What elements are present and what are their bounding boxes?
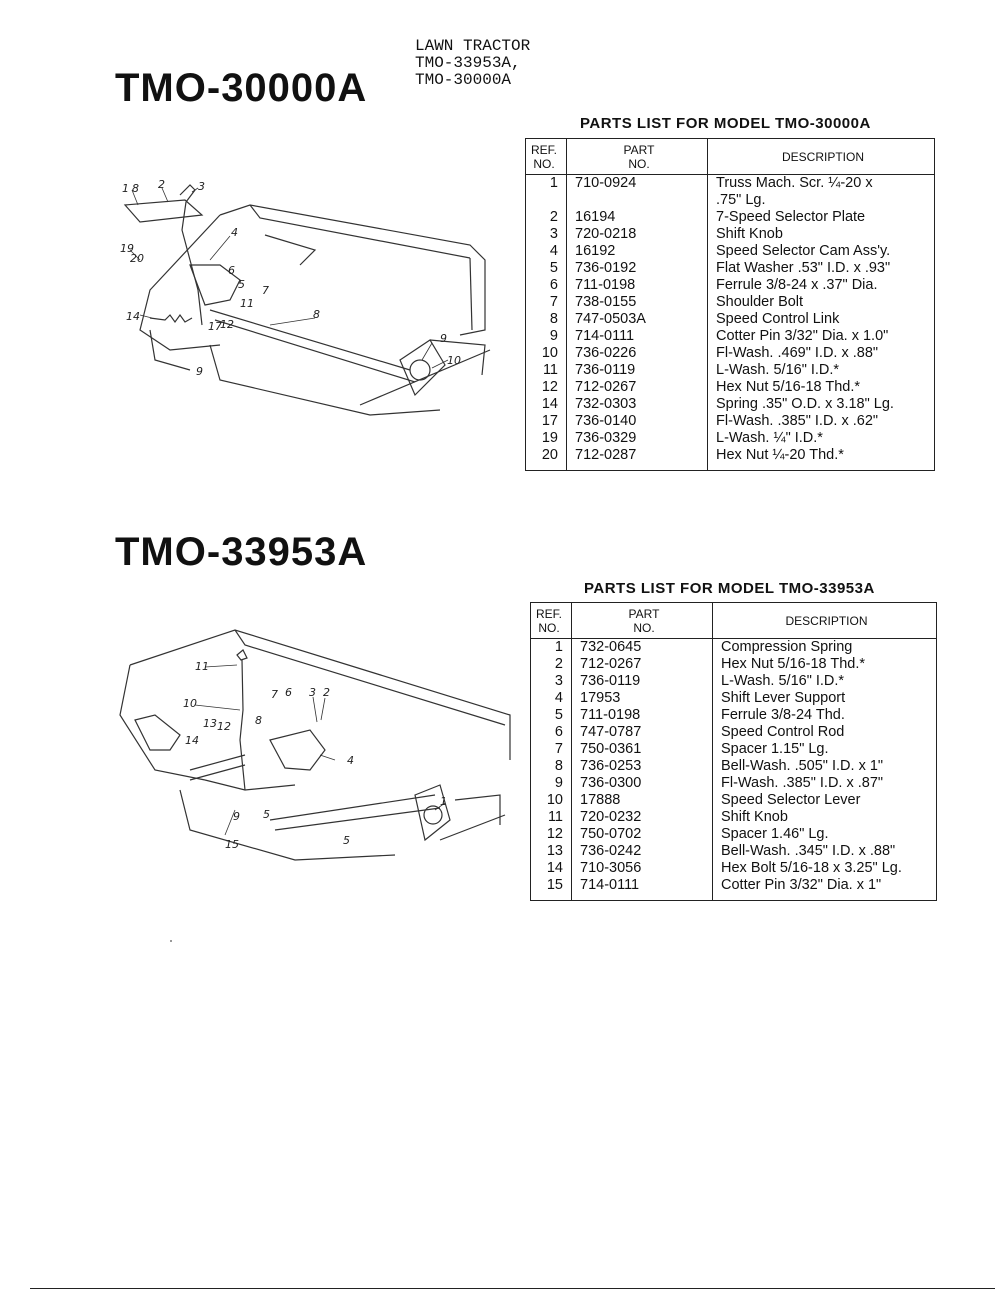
- part-number-cell: 720-0232: [572, 809, 713, 826]
- svg-text:11: 11: [195, 660, 209, 673]
- table-row: [526, 447, 935, 464]
- part-number-cell: 714-0111: [572, 877, 713, 894]
- col-header-part-line1: PART: [628, 606, 660, 621]
- table-row: [526, 328, 935, 345]
- footer-rule: [30, 1288, 995, 1289]
- parts-list-title-1: PARTS LIST FOR MODEL TMO-30000A: [580, 115, 871, 132]
- svg-text:11: 11: [240, 297, 254, 310]
- description-cell: Spring .35" O.D. x 3.18" Lg.: [716, 396, 894, 412]
- ref-cell: 19: [526, 430, 567, 447]
- part-number-cell: 710-0924: [567, 175, 708, 193]
- part-number-cell: 750-0702: [572, 826, 713, 843]
- part-number-cell: 732-0645: [572, 639, 713, 657]
- col-header-ref-line1: REF.: [530, 142, 557, 157]
- description-cell: Cotter Pin 3/32" Dia. x 1": [721, 877, 882, 893]
- table-row: [531, 877, 937, 894]
- description-cell: Fl-Wash. .385" I.D. x .87": [721, 775, 884, 791]
- part-number-cell: 714-0111: [567, 328, 708, 345]
- col-header-part: [572, 603, 713, 639]
- description-cell: Speed Control Rod: [721, 724, 845, 740]
- table-spacer-row: [531, 894, 937, 901]
- table-row: [531, 792, 937, 809]
- col-header-ref-line1: REF.: [535, 606, 562, 621]
- description-cell: Bell-Wash. .505" I.D. x 1": [721, 758, 884, 774]
- description-cell: Truss Mach. Scr. ¼-20 x: [716, 175, 873, 191]
- part-number-cell: 736-0119: [567, 362, 708, 379]
- ref-cell: 7: [526, 294, 567, 311]
- ref-cell: 5: [531, 707, 572, 724]
- col-header-desc: DESCRIPTION: [713, 603, 937, 639]
- model-title-tmo-33953a: TMO-33953A: [115, 530, 368, 574]
- table-spacer-row: [526, 464, 935, 471]
- svg-text:6: 6: [285, 686, 292, 699]
- part-number-cell: 710-3056: [572, 860, 713, 877]
- description-cell: L-Wash. ¼" I.D.*: [716, 430, 823, 446]
- ref-cell: 4: [531, 690, 572, 707]
- header-line-1: LAWN TRACTOR: [415, 37, 531, 55]
- table-row: [531, 826, 937, 843]
- description-cell: Spacer 1.15" Lg.: [721, 741, 829, 757]
- ref-cell: 15: [531, 877, 572, 894]
- description-cell: Hex Nut ¼-20 Thd.*: [716, 447, 844, 463]
- svg-text:1: 1: [122, 182, 129, 195]
- description-cell: Hex Nut 5/16-18 Thd.*: [716, 379, 861, 395]
- ref-cell: 10: [526, 345, 567, 362]
- description-cell: Speed Control Link: [716, 311, 840, 327]
- col-header-desc: DESCRIPTION: [708, 139, 935, 175]
- part-number-cell: 736-0253: [572, 758, 713, 775]
- part-number-cell: 17888: [572, 792, 713, 809]
- col-header-part-line2: NO.: [628, 156, 650, 171]
- ref-cell: 8: [531, 758, 572, 775]
- table-row: [531, 860, 937, 877]
- description-cell: Hex Bolt 5/16-18 x 3.25" Lg.: [721, 860, 902, 876]
- ref-cell: 12: [531, 826, 572, 843]
- part-number-cell: 736-0300: [572, 775, 713, 792]
- stray-mark: [170, 940, 172, 942]
- description-cell: .75" Lg.: [716, 192, 766, 208]
- ref-cell: 13: [531, 843, 572, 860]
- description-cell: Hex Nut 5/16-18 Thd.*: [721, 656, 866, 672]
- table-row: [531, 741, 937, 758]
- part-number-cell: 736-0226: [567, 345, 708, 362]
- part-number-cell: 712-0267: [572, 656, 713, 673]
- svg-text:17: 17: [208, 320, 222, 333]
- part-number-cell: 736-0119: [572, 673, 713, 690]
- svg-text:5: 5: [263, 808, 270, 821]
- svg-text:8: 8: [132, 182, 139, 195]
- description-cell: Cotter Pin 3/32" Dia. x 1.0": [716, 328, 889, 344]
- part-number-cell: 711-0198: [572, 707, 713, 724]
- exploded-diagram-tmo-33953a: [95, 620, 525, 870]
- header-line-2: TMO-33953A,: [415, 54, 521, 72]
- description-cell: Fl-Wash. .469" I.D. x .88": [716, 345, 879, 361]
- col-header-part-line2: NO.: [633, 620, 655, 635]
- ref-cell: 1: [531, 639, 572, 657]
- col-header-part: [567, 139, 708, 175]
- part-number-cell: 720-0218: [567, 226, 708, 243]
- ref-cell: 2: [526, 209, 567, 226]
- description-cell: Shift Lever Support: [721, 690, 846, 706]
- part-number-cell: 711-0198: [567, 277, 708, 294]
- description-cell: Spacer 1.46" Lg.: [721, 826, 829, 842]
- table-row: [526, 192, 935, 209]
- svg-text:9: 9: [196, 365, 203, 378]
- svg-text:12: 12: [217, 720, 231, 733]
- part-number-cell: 750-0361: [572, 741, 713, 758]
- svg-text:10: 10: [447, 354, 461, 367]
- part-number-cell: 736-0329: [567, 430, 708, 447]
- table-row: [526, 379, 935, 396]
- table-row: [531, 724, 937, 741]
- ref-cell: 20: [526, 447, 567, 464]
- description-cell: L-Wash. 5/16" I.D.*: [716, 362, 840, 378]
- header-line-3: TMO-30000A: [415, 71, 512, 89]
- part-number-cell: 736-0140: [567, 413, 708, 430]
- ref-cell: 14: [531, 860, 572, 877]
- ref-cell: [526, 192, 567, 209]
- table-row: [531, 673, 937, 690]
- table-row: [526, 362, 935, 379]
- table-row: [526, 396, 935, 413]
- table-row: [531, 809, 937, 826]
- ref-cell: 6: [526, 277, 567, 294]
- col-header-ref-line2: NO.: [538, 620, 560, 635]
- description-cell: 7-Speed Selector Plate: [716, 209, 866, 225]
- description-cell: Flat Washer .53" I.D. x .93": [716, 260, 891, 276]
- table-row: [526, 311, 935, 328]
- table-row: [526, 243, 935, 260]
- description-cell: Bell-Wash. .345" I.D. x .88": [721, 843, 896, 859]
- ref-cell: 1: [526, 175, 567, 193]
- table-row: [531, 639, 937, 657]
- description-cell: Ferrule 3/8-24 x .37" Dia.: [716, 277, 878, 293]
- table-row: [526, 277, 935, 294]
- part-number-cell: 736-0242: [572, 843, 713, 860]
- table-row: [531, 656, 937, 673]
- svg-text:3: 3: [309, 686, 316, 699]
- table-row: [531, 707, 937, 724]
- ref-cell: 3: [531, 673, 572, 690]
- svg-text:5: 5: [343, 834, 350, 847]
- svg-text:4: 4: [231, 226, 238, 239]
- table-row: [526, 413, 935, 430]
- table-row: [526, 430, 935, 447]
- ref-cell: 14: [526, 396, 567, 413]
- svg-text:19: 19: [120, 242, 134, 255]
- part-number-cell: 16194: [567, 209, 708, 226]
- svg-text:8: 8: [255, 714, 262, 727]
- svg-text:7: 7: [262, 284, 269, 297]
- svg-text:9: 9: [233, 810, 240, 823]
- part-number-cell: 738-0155: [567, 294, 708, 311]
- ref-cell: 5: [526, 260, 567, 277]
- ref-cell: 11: [526, 362, 567, 379]
- description-cell: Fl-Wash. .385" I.D. x .62": [716, 413, 879, 429]
- ref-cell: 17: [526, 413, 567, 430]
- col-header-part-line1: PART: [623, 142, 655, 157]
- ref-cell: 10: [531, 792, 572, 809]
- exploded-diagram-tmo-30000a: [110, 170, 520, 430]
- part-number-cell: [567, 192, 708, 209]
- svg-text:4: 4: [347, 754, 354, 767]
- table-row: [526, 226, 935, 243]
- diagram-callouts-2: [183, 660, 447, 851]
- svg-text:14: 14: [126, 310, 140, 323]
- col-header-ref-line2: NO.: [533, 156, 555, 171]
- document-header: [415, 38, 530, 89]
- col-header-ref: [531, 603, 572, 639]
- part-number-cell: 736-0192: [567, 260, 708, 277]
- svg-text:9: 9: [440, 332, 447, 345]
- part-number-cell: 747-0503A: [567, 311, 708, 328]
- part-number-cell: 17953: [572, 690, 713, 707]
- svg-text:20: 20: [130, 252, 144, 265]
- description-cell: Compression Spring: [721, 639, 853, 655]
- description-cell: Speed Selector Lever: [721, 792, 861, 808]
- model-title-tmo-30000a: TMO-30000A: [115, 66, 368, 110]
- ref-cell: 7: [531, 741, 572, 758]
- table-row: [526, 209, 935, 226]
- description-cell: Shoulder Bolt: [716, 294, 804, 310]
- ref-cell: 4: [526, 243, 567, 260]
- description-cell: Shift Knob: [721, 809, 788, 825]
- svg-text:14: 14: [185, 734, 199, 747]
- table-row: [526, 294, 935, 311]
- description-cell: Speed Selector Cam Ass'y.: [716, 243, 891, 259]
- svg-text:3: 3: [198, 180, 205, 193]
- svg-text:2: 2: [158, 178, 165, 191]
- table-row: [526, 175, 935, 193]
- part-number-cell: 712-0267: [567, 379, 708, 396]
- svg-text:15: 15: [225, 838, 239, 851]
- svg-text:2: 2: [323, 686, 330, 699]
- ref-cell: 9: [531, 775, 572, 792]
- parts-table-tmo-33953a: [530, 602, 937, 901]
- svg-text:6: 6: [228, 264, 235, 277]
- parts-table-tmo-30000a: [525, 138, 935, 471]
- svg-text:10: 10: [183, 697, 197, 710]
- part-number-cell: 732-0303: [567, 396, 708, 413]
- ref-cell: 12: [526, 379, 567, 396]
- svg-text:7: 7: [271, 688, 278, 701]
- part-number-cell: 16192: [567, 243, 708, 260]
- col-header-ref: [526, 139, 567, 175]
- part-number-cell: 712-0287: [567, 447, 708, 464]
- description-cell: Ferrule 3/8-24 Thd.: [721, 707, 845, 723]
- part-number-cell: 747-0787: [572, 724, 713, 741]
- ref-cell: 11: [531, 809, 572, 826]
- ref-cell: 8: [526, 311, 567, 328]
- table-row: [531, 775, 937, 792]
- svg-text:5: 5: [238, 278, 245, 291]
- table-row: [531, 690, 937, 707]
- table-row: [531, 843, 937, 860]
- svg-text:13: 13: [203, 717, 217, 730]
- svg-text:12: 12: [220, 318, 234, 331]
- svg-text:1: 1: [440, 795, 447, 808]
- ref-cell: 9: [526, 328, 567, 345]
- svg-text:8: 8: [313, 308, 320, 321]
- diagram-callouts-1: [120, 178, 461, 378]
- ref-cell: 2: [531, 656, 572, 673]
- ref-cell: 3: [526, 226, 567, 243]
- table-row: [526, 260, 935, 277]
- description-cell: Shift Knob: [716, 226, 783, 242]
- table-row: [531, 758, 937, 775]
- parts-list-title-2: PARTS LIST FOR MODEL TMO-33953A: [584, 580, 875, 597]
- description-cell: L-Wash. 5/16" I.D.*: [721, 673, 845, 689]
- ref-cell: 6: [531, 724, 572, 741]
- table-row: [526, 345, 935, 362]
